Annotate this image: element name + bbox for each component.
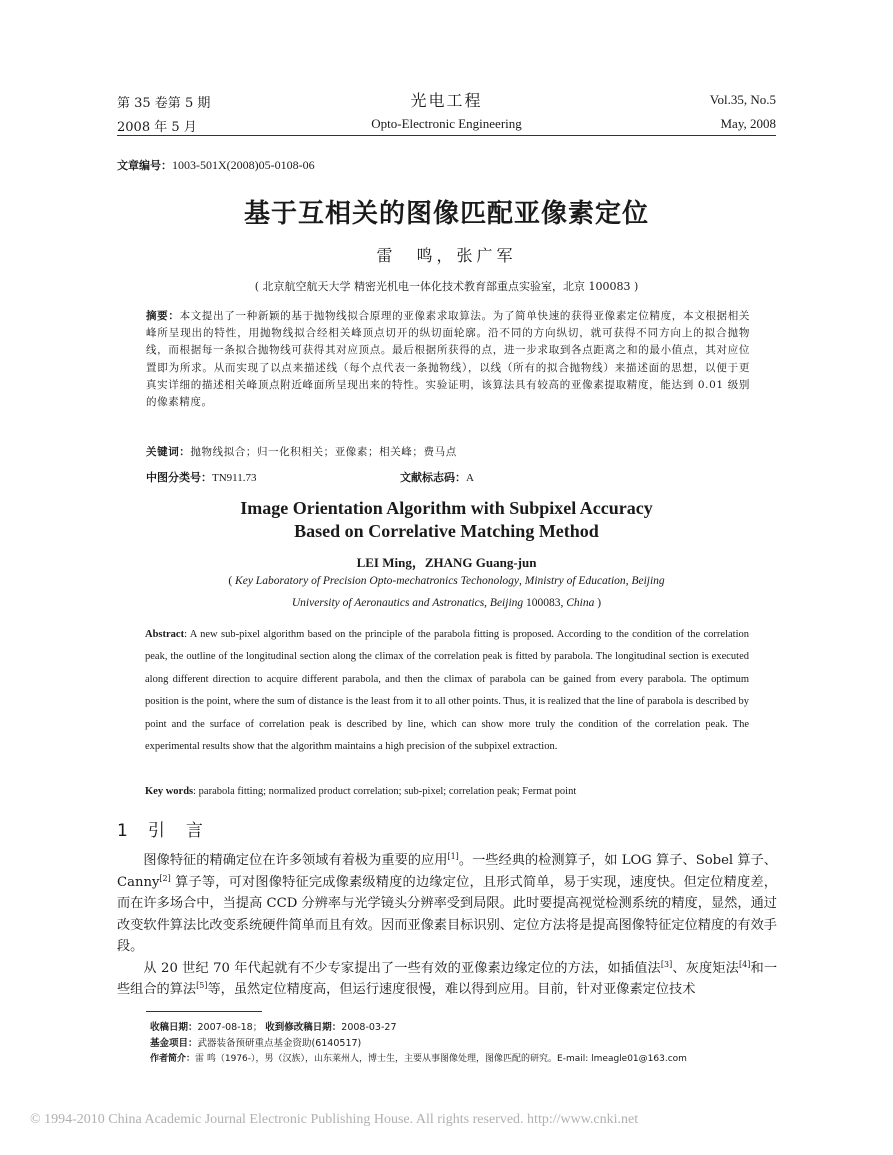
affiliation-city: Beijing xyxy=(631,575,665,587)
paragraph-2 xyxy=(117,958,777,1001)
revised-value: 2008-03-27 xyxy=(341,1022,397,1033)
keywords-en xyxy=(145,781,749,803)
affiliation-city2: Beijing xyxy=(489,597,524,609)
copyright-footer: © 1994-2010 China Academic Journal Electronic Publishing House. All rights reserved. http://www.cnki.net xyxy=(30,1112,639,1127)
document-code-label: 文献标志码： xyxy=(400,471,466,484)
article-number xyxy=(117,157,315,173)
clc-number xyxy=(146,469,257,485)
keywords-cn-label: 关键词： xyxy=(146,446,191,458)
received-value: 2007-08-18； xyxy=(197,1022,263,1033)
citation-5[interactable]: [5] xyxy=(196,981,208,990)
abstract-cn xyxy=(146,308,750,411)
p2-text-b: 、灰度矩法 xyxy=(672,960,739,976)
footnote-author xyxy=(150,1051,687,1064)
affiliation-en-line2 xyxy=(0,597,893,609)
citation-4[interactable]: [4] xyxy=(739,959,751,969)
citation-2[interactable]: [2] xyxy=(159,873,171,883)
abstract-en xyxy=(145,624,749,758)
document-code xyxy=(400,469,474,485)
revised-label: 收到修改稿日期： xyxy=(265,1022,342,1033)
date-en: May, 2008 xyxy=(720,116,776,131)
title-cn: 基于互相关的图像匹配亚像素定位 xyxy=(243,199,649,229)
section-title: 引 言 xyxy=(147,821,205,841)
p2-text-d: 等，虽然定位精度高，但运行速度很慢，难以得到应用。目前，针对亚像素定位技术 xyxy=(207,982,696,997)
journal-cn: 光电工程 xyxy=(410,91,483,110)
affiliation-postcode: 100083, xyxy=(523,597,567,609)
authors-en: LEI Ming，ZHANG Guang-jun xyxy=(356,555,537,570)
journal-en: Opto-Electronic Engineering xyxy=(371,116,522,131)
issue-cn: 第 35 卷第 5 期 xyxy=(117,96,211,111)
affiliation-cn: ( 北京航空航天大学 精密光机电一体化技术教育部重点实验室，北京 100083 ) xyxy=(254,280,639,293)
p1-text-a: 图像特征的精确定位在许多领域有着极为重要的应用 xyxy=(143,853,448,868)
keywords-cn xyxy=(146,444,750,461)
paragraph-1 xyxy=(117,850,777,958)
footnote-dates xyxy=(150,1019,397,1033)
affiliation-sep: , xyxy=(519,575,525,587)
authors-cn: 雷 鸣，张广军 xyxy=(376,246,517,265)
affiliation-paren-close: ) xyxy=(594,597,602,609)
article-number-value: 1003-501X(2008)05-0108-06 xyxy=(172,158,315,172)
abstract-cn-label: 摘要： xyxy=(146,310,180,322)
document-code-value: A xyxy=(466,472,474,484)
affiliation-sep: , xyxy=(484,597,490,609)
p2-text-a: 从 20 世纪 70 年代起就有不少专家提出了一些有效的亚像素边缘定位的方法，如插值法 xyxy=(143,960,661,976)
clc-label: 中图分类号： xyxy=(146,471,212,484)
affiliation-country: China xyxy=(566,597,595,609)
fund-value: 武器装备预研重点基金资助(6140517) xyxy=(197,1038,362,1049)
affiliation-ministry: Ministry of Education xyxy=(524,575,626,587)
title-en-line2: Based on Correlative Matching Method xyxy=(294,521,599,541)
author-label: 作者简介： xyxy=(150,1054,196,1064)
received-label: 收稿日期： xyxy=(150,1022,198,1033)
affiliation-paren-open: ( xyxy=(228,575,236,587)
section-heading xyxy=(117,816,205,841)
p1-text-b: 。一些经典的检测算子，如 LOG 算子、Sobel 算子、Canny xyxy=(117,853,777,890)
article-number-label: 文章编号： xyxy=(117,159,172,172)
abstract-cn-text: 本文提出了一种新颖的基于抛物线拟合原理的亚像素求取算法。为了简单快速的获得亚像素定位精度，本文根据相关峰所呈现出的特性，用抛物线拟合经相关峰顶点切开的纵切面轮廓。沿不同的方向纵切，就可获得不同方向上的拟合抛物线，而根据每一条拟合抛物线可获得其对应顶点。最后根据所获得的点，进一步求取到各点距离之和的最小值点，其对应位置即为所求。从而实现了以点来描述线（每个点代表一条抛物线），以线（所有的拟合抛物线）来描述面的思想，以便于更真实详细的描述相关峰顶点附近峰面所呈现出来的特性。实验证明，该算法具有较高的亚像素提取精度，能达到 0.01 级别的像素精度。 xyxy=(146,310,750,409)
volume-en: Vol.35, No.5 xyxy=(709,92,776,107)
citation-1[interactable]: [1] xyxy=(447,852,459,861)
affiliation-sep: , xyxy=(625,575,632,587)
footnote-fund xyxy=(150,1035,361,1049)
keywords-en-label: Key words xyxy=(145,786,194,797)
footnote-rule xyxy=(146,1011,262,1012)
title-en-line1: Image Orientation Algorithm with Subpixel Accuracy xyxy=(240,498,653,518)
body-text xyxy=(117,850,777,1001)
date-cn: 2008 年 5 月 xyxy=(117,120,197,135)
header-rule xyxy=(117,135,776,136)
abstract-en-label: Abstract xyxy=(145,629,185,640)
fund-label: 基金项目： xyxy=(150,1038,198,1049)
p2-text-c: 和一些组合的算法 xyxy=(117,960,778,997)
affiliation-university: University of Aeronautics and Astronatics xyxy=(291,597,485,609)
citation-3[interactable]: [3] xyxy=(660,959,673,969)
affiliation-lab: Key Laboratory of Precision Opto-mechatronics Techonology xyxy=(235,575,519,587)
abstract-en-text: : A new sub-pixel algorithm based on the principle of the parabola fitting is proposed. According to the condition of the correlation peak, the outline of the longitudinal section along the climax of the correlation peak is fitted by parabola. The longitudinal section is executed along different direction to acquire different parabola, and then the climax of parabola can be gained from every parabola. The optimum position is the point, where the sum of distance is the least from it to all other points. Thus, it is realized that the line of parabola is described by point and the surface of correlation peak is described by line, which can show more truly the condition of the correlation peak. The experimental results show that the algorithm maintains a high precision of the subpixel extraction. xyxy=(145,629,749,753)
affiliation-en-line1 xyxy=(0,575,893,587)
keywords-en-text: : parabola fitting; normalized product correlation; sub-pixel; correlation peak; Fermat point xyxy=(193,786,577,797)
keywords-cn-text: 抛物线拟合；归一化积相关；亚像素；相关峰；费马点 xyxy=(190,446,457,458)
section-number: 1 xyxy=(117,821,130,841)
clc-value: TN911.73 xyxy=(212,472,257,484)
p1-text-c: 算子等，可对图像特征完成像素级精度的边缘定位，且形式简单，易于实现，速度快。但定位精度差，而在许多场合中，当提高 CCD 分辨率与光学镜头分辨率受到局限。此时要提高视觉检测系统的精度，显然，通过改变软件算法比改变系统硬件简单而且有效。因而亚像素目标识别、定位方法将是提高图像特征定位精度的有效手段。 xyxy=(117,874,777,954)
author-value: 雷 鸣（1976-），男（汉族），山东莱州人，博士生，主要从事图像处理，图像匹配的研究。E-mail: lmeagle01@163.com xyxy=(195,1054,687,1064)
